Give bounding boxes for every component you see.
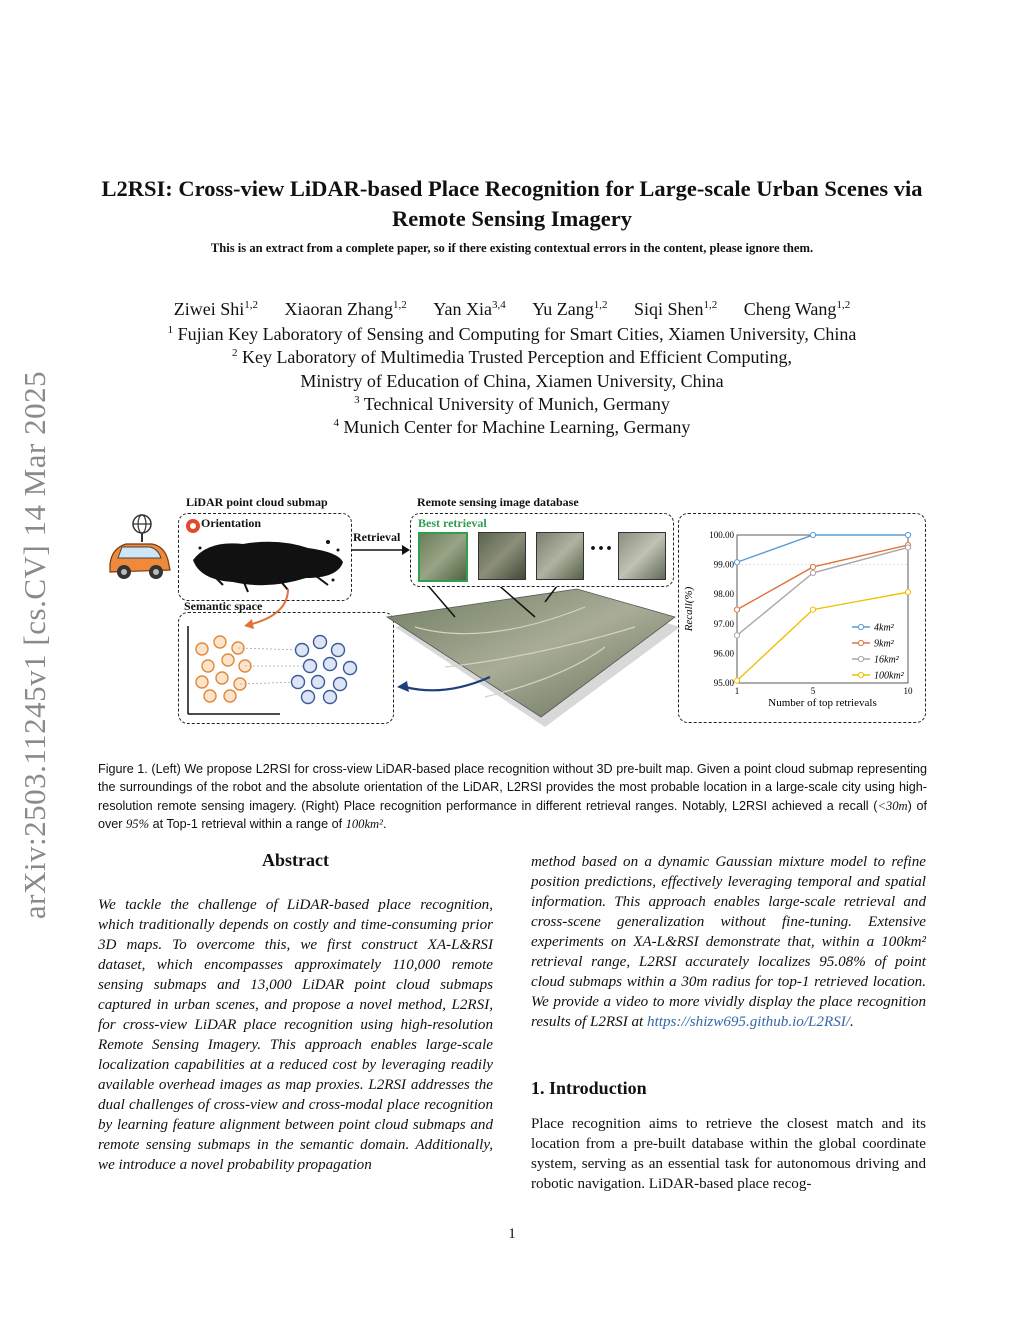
caption-math: <30m: [877, 798, 908, 813]
affiliation: [100, 393, 924, 416]
author-affil: 1,2: [836, 299, 851, 311]
project-link[interactable]: https://shizw695.github.io/L2RSI/: [647, 1014, 850, 1030]
data-point: [734, 633, 739, 638]
car-icon: [104, 512, 174, 587]
data-point: [734, 678, 739, 683]
y-tick-label: 96.00: [713, 648, 734, 659]
affiliation-mark: 2: [231, 347, 238, 360]
caption-text: Figure 1. (Left) We propose L2RSI for cross-view LiDAR-based place recognition without 3D pre-built map. Given a point cloud submap representing the surroundings of the robot and the absolute orientation of the LiDAR, L2RSI provides the most probable location in a large-scale city using high-resolution remote sensing imagery. (Right) Place recognition performance in different retrieval ranges. Notably, L2RSI achieved a recall (: [98, 762, 927, 813]
rs-thumbnail: [536, 532, 584, 580]
y-tick-label: 97.00: [713, 618, 734, 629]
author-name: Yan Xia: [433, 299, 492, 319]
rs-thumbnail: [618, 532, 666, 580]
legend-label: 4km²: [874, 622, 894, 634]
legend-marker: [858, 624, 863, 629]
author: [744, 299, 850, 319]
introduction-text: Place recognition aims to retrieve the closest match and its location from a pre-built database within the global coordinate system, serving as an essential task for autonomous driving and robotic navigation. LiDAR-based place recog-: [531, 1116, 926, 1192]
orientation-label: Orientation: [201, 516, 261, 530]
data-point: [810, 570, 815, 575]
data-point: [905, 590, 910, 595]
author: [532, 299, 607, 319]
affiliation: [100, 346, 924, 369]
x-tick-label: 5: [810, 686, 816, 696]
retrieval-arrow: [350, 544, 410, 556]
recall-chart: [680, 515, 924, 720]
lidar-submap-label: LiDAR point cloud submap: [186, 495, 328, 509]
rs-thumbnail: [478, 532, 526, 580]
data-point: [810, 532, 815, 537]
author-list: [100, 299, 924, 320]
affiliation-text: Key Laboratory of Multimedia Trusted Perception and Efficient Computing,: [241, 347, 793, 368]
y-axis-label: Recall(%): [683, 586, 695, 632]
author-affil: 1,2: [244, 299, 259, 311]
author-name: Ziwei Shi: [173, 299, 245, 319]
affiliation: [100, 370, 924, 393]
caption-text: at Top-1 retrieval within a range of: [149, 817, 346, 832]
affiliation: [100, 323, 924, 346]
affiliation-mark: 3: [354, 393, 360, 406]
caption-math: 95%: [126, 817, 150, 832]
retrieval-label: Retrieval: [353, 530, 401, 544]
section-heading-introduction: 1. Introduction: [531, 1078, 647, 1098]
semantic-space-label: Semantic space: [184, 599, 263, 613]
caption-text: .: [382, 817, 387, 832]
arxiv-stamp: arXiv:2503.11245v1 [cs.CV] 14 Mar 2025: [17, 370, 52, 920]
paper-title: L2RSI: Cross-view LiDAR-based Place Recognition for Large-scale Urban Scenes via Remote Sensing Imagery: [101, 176, 923, 231]
data-point: [734, 607, 739, 612]
abstract-text: .: [849, 1014, 854, 1030]
caption-text: ) of over: [98, 798, 927, 832]
y-tick-label: 98.00: [713, 589, 734, 600]
legend-label: 16km²: [874, 654, 899, 666]
legend-marker: [858, 656, 863, 661]
affiliation-mark: 4: [333, 417, 340, 430]
affiliation-text: Munich Center for Machine Learning, Germany: [343, 417, 691, 438]
data-point: [810, 607, 815, 612]
y-tick-label: 99.00: [713, 559, 734, 570]
legend-marker: [858, 640, 863, 645]
x-axis-label: Number of top retrievals: [768, 697, 877, 709]
affiliation: [100, 416, 924, 439]
data-point: [905, 532, 910, 537]
abstract-text-left: We tackle the challenge of LiDAR-based place recognition, which traditionally depends on costly and time-consuming prior 3D maps. To overcome this, we first construct XA-L&RSI dataset, which encompasses approximately 110,000 remote sensing submaps and 13,000 LiDAR point cloud submaps captured in urban scenes, and propose a novel method, L2RSI, for cross-view LiDAR place recognition using high-resolution Remote Sensing Imagery. This approach enables large-scale localization capabilities at a reduced cost by leveraging readily available overhead images as map proxies. L2RSI addresses the dual challenges of cross-view and cross-modal place recognition by learning feature alignment between point cloud submaps and remote sensing submaps in the semantic domain. Additionally, we introduce a novel probability propagation: [98, 897, 493, 1173]
figure-caption: [98, 760, 927, 834]
x-tick-label: 1: [734, 686, 740, 696]
author: [174, 299, 258, 319]
x-tick-label: 10: [903, 686, 913, 696]
remote-sensing-map: [385, 587, 685, 752]
extract-note: This is an extract from a complete paper, so if there existing contextual errors in the content, please ignore them.: [210, 241, 814, 255]
series-line: [737, 592, 908, 681]
data-point: [810, 564, 815, 569]
author-affil: 1,2: [393, 299, 407, 311]
chart-axes: [683, 530, 913, 709]
author-name: Cheng Wang: [743, 299, 837, 319]
data-point: [734, 560, 739, 565]
author: [433, 299, 505, 319]
more-images-ellipsis: ···: [589, 536, 614, 562]
author-affil: 3,4: [491, 299, 506, 311]
legend-marker: [858, 672, 863, 677]
author: [634, 299, 717, 319]
series-line: [737, 535, 908, 562]
legend-label: 100km²: [874, 670, 904, 682]
author-name: Xiaoran Zhang: [284, 299, 394, 319]
abstract-text: method based on a dynamic Gaussian mixture model to refine position predictions, effectively leveraging temporal and spatial information. This approach enables large-scale retrieval and cross-scene generalization without fine-tuning. Extensive experiments on XA-L&RSI demonstrate that, within a 100km² retrieval range, L2RSI accurately localizes 95.08% of point cloud submaps within a 30m radius for top-1 retrieved location. We provide a video to more vividly display the place recognition results of L2RSI at: [531, 854, 926, 1030]
semantic-space-graphic: [180, 584, 395, 722]
caption-math: 100km²: [345, 817, 383, 832]
affiliation-text: Fujian Key Laboratory of Sensing and Computing for Smart Cities, Xiamen University, China: [177, 324, 857, 344]
data-point: [905, 545, 910, 550]
y-tick-label: 100.00: [709, 530, 734, 540]
author-name: Siqi Shen: [633, 299, 704, 319]
author-affil: 1,2: [703, 299, 718, 311]
chart-legend: [852, 623, 905, 682]
abstract-text-right: [531, 852, 926, 1032]
y-tick-label: 95.00: [713, 678, 734, 688]
rs-database-label: Remote sensing image database: [417, 495, 579, 509]
best-retrieval-label: Best retrieval: [418, 516, 487, 530]
legend-label: 9km²: [874, 638, 894, 650]
author-name: Yu Zang: [532, 299, 594, 319]
abstract-heading: Abstract: [262, 850, 329, 870]
rs-thumbnail-best: [418, 532, 468, 582]
affiliation-mark: 1: [167, 324, 174, 336]
figure-1: [100, 492, 930, 752]
affiliation-text: Ministry of Education of China, Xiamen University, China: [300, 370, 724, 391]
affiliation-text: Technical University of Munich, Germany: [363, 393, 670, 414]
affiliation-list: [100, 323, 924, 439]
author: [285, 299, 407, 319]
page-number: 1: [508, 1226, 516, 1242]
author-affil: 1,2: [593, 299, 608, 311]
